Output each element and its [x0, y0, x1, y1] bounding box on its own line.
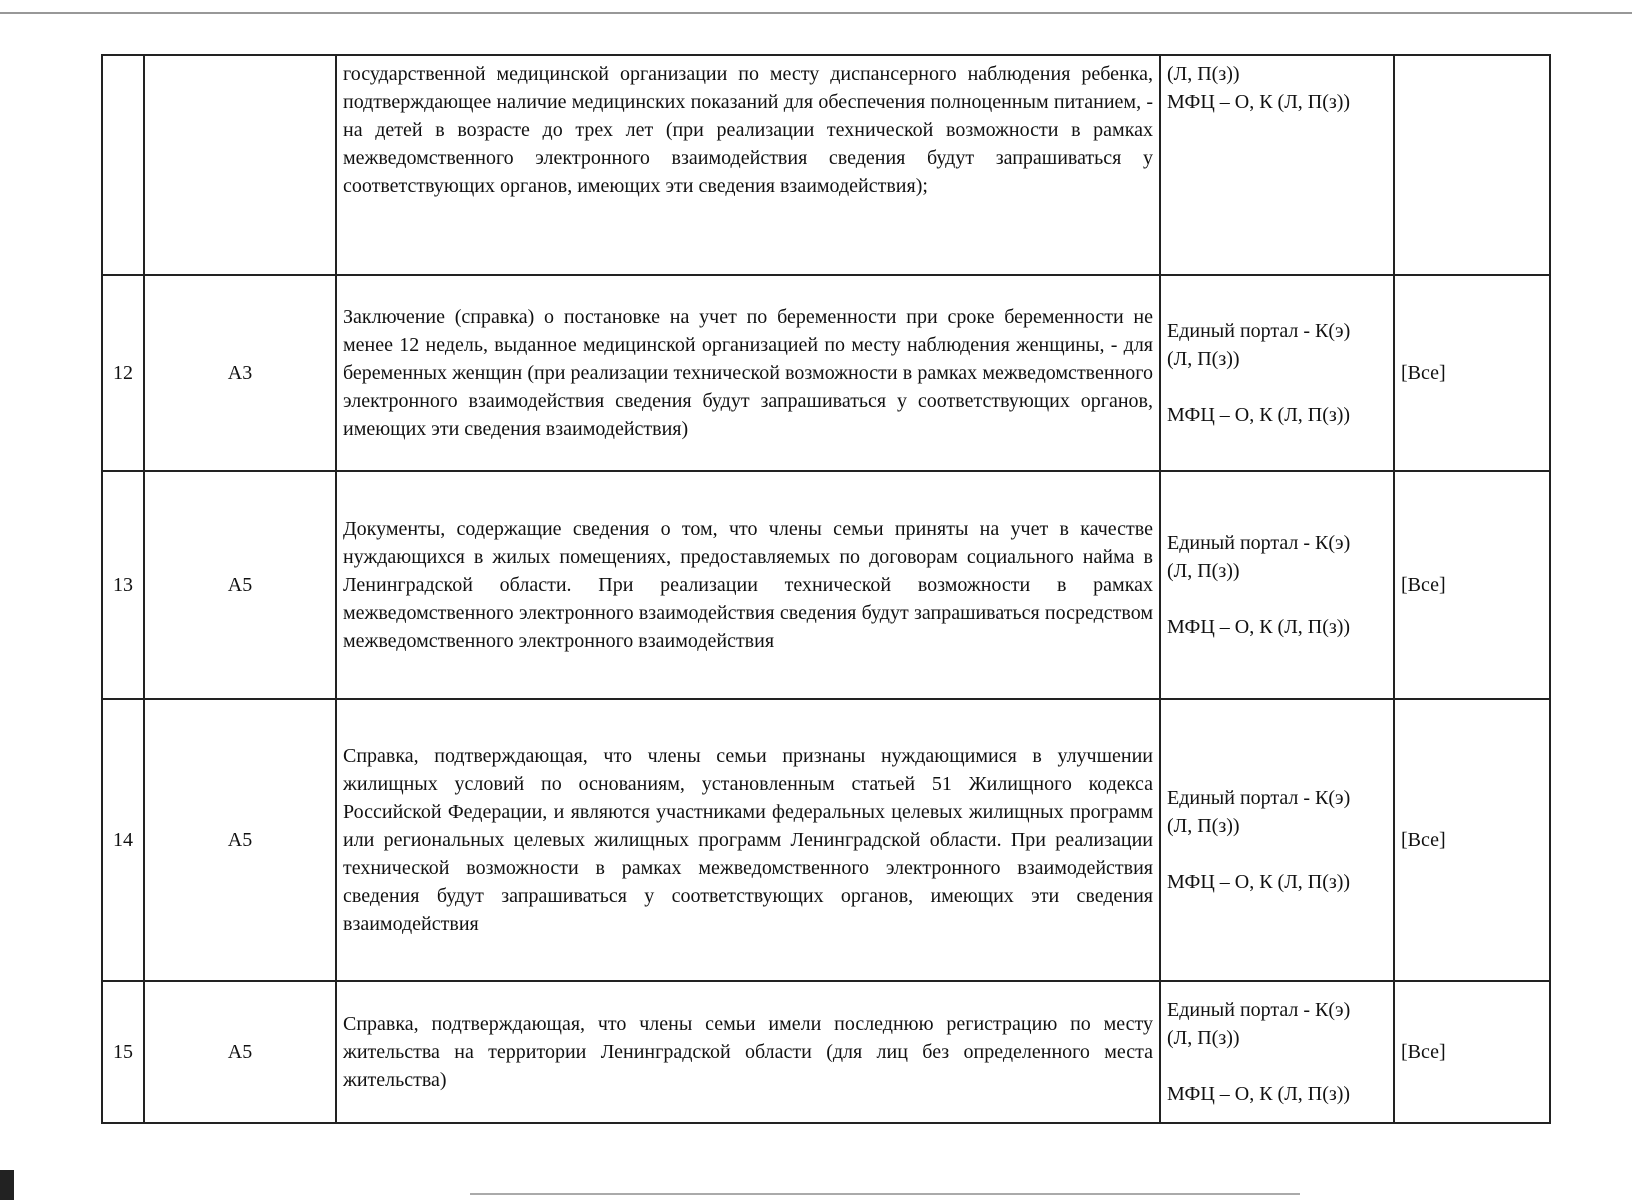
row-channels — [1160, 981, 1394, 1123]
channel-portal-cont: (Л, П(з)) — [1167, 348, 1240, 370]
row-description: Справка, подтверждающая, что члены семьи признаны нуждающимися в улучшении жилищных условий по основаниям, установленным статьей 51 Жилищного кодекса Российской Федерации, и являются участниками федеральных целевых жилищных программ или региональных целевых жилищных программ Ленинградской области. При реализации технической возможности в рамках межведомственного электронного взаимодействия сведения будут запрашиваться у соответствующих органов, имеющих эти сведения взаимодействия — [336, 699, 1160, 981]
channel-portal: Единый портал - К(э) — [1167, 999, 1351, 1021]
channel-mfc: МФЦ – О, К (Л, П(з)) — [1167, 404, 1351, 426]
row-number — [102, 55, 144, 275]
scan-artifact-edge — [0, 1170, 14, 1200]
channel-mfc: МФЦ – О, К (Л, П(з)) — [1167, 1083, 1351, 1105]
row-description: Справка, подтверждающая, что члены семьи имели последнюю регистрацию по месту жительства на территории Ленинградской области (для лиц без определенного места жительства) — [336, 981, 1160, 1123]
table-row — [102, 471, 1550, 699]
row-code: А5 — [144, 699, 336, 981]
row-applicants: [Все] — [1394, 981, 1550, 1123]
channel-portal: Единый портал - К(э) — [1167, 787, 1351, 809]
row-code: А5 — [144, 471, 336, 699]
channel-mfc: МФЦ – О, К (Л, П(з)) — [1167, 91, 1351, 113]
channel-mfc: МФЦ – О, К (Л, П(з)) — [1167, 616, 1351, 638]
table-row — [102, 55, 1550, 275]
row-code: А5 — [144, 981, 336, 1123]
row-applicants: [Все] — [1394, 275, 1550, 471]
channel-portal: Единый портал - К(э) — [1167, 532, 1351, 554]
row-channels — [1160, 471, 1394, 699]
row-description: государственной медицинской организации по месту диспансерного наблюдения ребенка, подтверждающее наличие медицинских показаний для обеспечения полноценным питанием, - на детей в возрасте до трех лет (при реализации технической возможности в рамках межведомственного электронного взаимодействия сведения будут запрашиваться у соответствующих органов, имеющих эти сведения взаимодействия); — [336, 55, 1160, 275]
row-number: 14 — [102, 699, 144, 981]
row-number: 15 — [102, 981, 144, 1123]
row-description: Заключение (справка) о постановке на учет по беременности при сроке беременности не менее 12 недель, выданное медицинской организацией по месту наблюдения женщины, - для беременных женщин (при реализации технической возможности в рамках межведомственного электронного взаимодействия сведения будут запрашиваться у соответствующих органов, имеющих эти сведения взаимодействия) — [336, 275, 1160, 471]
row-code: А3 — [144, 275, 336, 471]
scan-artifact-top-line — [0, 12, 1632, 14]
channel-portal-cont: (Л, П(з)) — [1167, 1027, 1240, 1049]
channel-portal-cont: (Л, П(з)) — [1167, 815, 1240, 837]
channel-mfc: МФЦ – О, К (Л, П(з)) — [1167, 871, 1351, 893]
row-applicants — [1394, 55, 1550, 275]
row-applicants: [Все] — [1394, 471, 1550, 699]
channel-portal-cont: (Л, П(з)) — [1167, 560, 1240, 582]
channel-portal: Единый портал - К(э) — [1167, 320, 1351, 342]
row-channels — [1160, 699, 1394, 981]
row-channels — [1160, 275, 1394, 471]
table-row — [102, 275, 1550, 471]
row-description: Документы, содержащие сведения о том, что члены семьи приняты на учет в качестве нуждающихся в жилых помещениях, предоставляемых по договорам социального найма в Ленинградской области. При реализации технической возможности в рамках межведомственного электронного взаимодействия сведения будут запрашиваться посредством межведомственного электронного взаимодействия — [336, 471, 1160, 699]
row-number: 12 — [102, 275, 144, 471]
row-code — [144, 55, 336, 275]
row-channels — [1160, 55, 1394, 275]
channel-portal: (Л, П(з)) — [1167, 63, 1240, 85]
table-row — [102, 699, 1550, 981]
documents-table — [101, 54, 1551, 1124]
table-row — [102, 981, 1550, 1123]
row-number: 13 — [102, 471, 144, 699]
row-applicants: [Все] — [1394, 699, 1550, 981]
scan-artifact-bottom-line — [470, 1193, 1300, 1195]
